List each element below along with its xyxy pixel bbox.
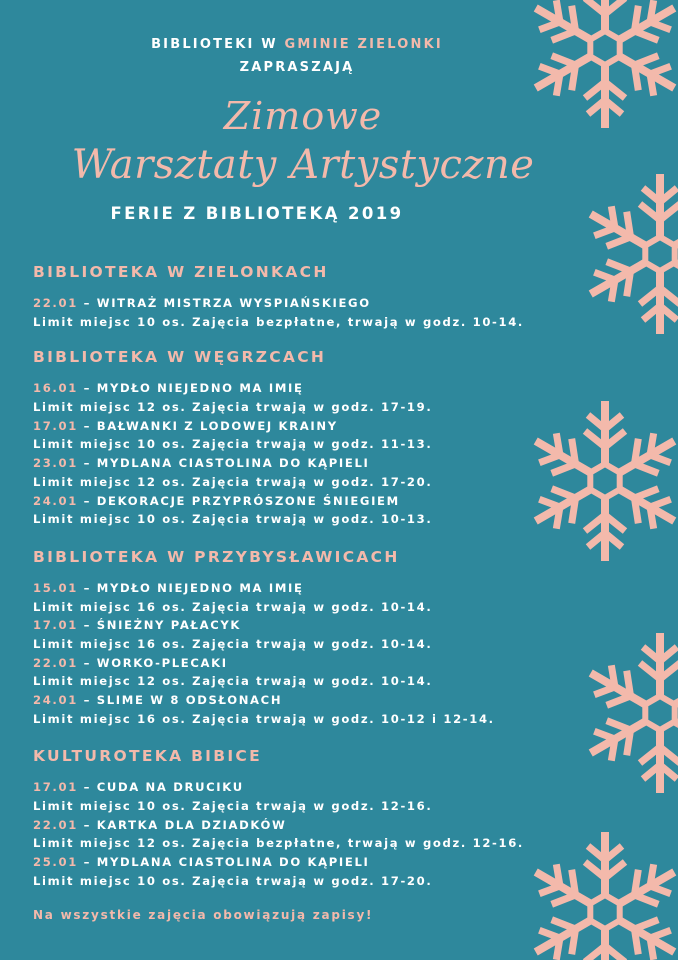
header-line-1	[0, 33, 594, 56]
section-przybyslawice	[33, 547, 593, 729]
page-subtitle: FERIE Z BIBLIOTEKĄ 2019	[110, 204, 404, 223]
event-list	[33, 294, 593, 331]
event-heading	[33, 294, 593, 313]
event-date: 24.01	[33, 693, 78, 707]
event-name: – MYDŁO NIEJEDNO MA IMIĘ	[77, 580, 304, 595]
title-line-2: Warsztaty Artystyczne	[71, 142, 535, 188]
event-name: – ŚNIEŻNY PAŁACYK	[77, 618, 242, 633]
event-heading	[33, 654, 593, 673]
event-details: Limit miejsc 10 os. Zajęcia trwają w godz. 11-13.	[33, 437, 433, 452]
event-date: 17.01	[33, 618, 78, 633]
event-date: 17.01	[33, 418, 78, 433]
event-name: – DEKORACJE PRZYPRÓSZONE ŚNIEGIEM	[77, 493, 400, 508]
event-details: Limit miejsc 16 os. Zajęcia trwają w godz. 10-14.	[33, 636, 433, 651]
event-heading	[33, 853, 593, 872]
event-date: 23.01	[33, 456, 78, 471]
section-title: BIBLIOTEKA W ZIELONKACH	[33, 263, 329, 281]
section-zielonki	[33, 262, 593, 331]
section-title: BIBLIOTEKA W WĘGRZCACH	[33, 348, 327, 367]
event-list	[33, 778, 593, 890]
event-heading	[33, 417, 593, 436]
event-details: Limit miejsc 10 os. Zajęcia trwają w godz. 12-16.	[33, 799, 433, 814]
event-date: 24.01	[33, 493, 78, 508]
event-details: Limit miejsc 10 os. Zajęcia bezpłatne, trwają w godz. 10-14.	[33, 314, 524, 329]
section-title: BIBLIOTEKA W PRZYBYSŁAWICACH	[33, 547, 400, 566]
snowflake-icon	[581, 633, 678, 793]
event-name: – MYDLANA CIASTOLINA DO KĄPIELI	[77, 456, 370, 471]
event-list	[33, 579, 593, 729]
event-heading	[33, 616, 593, 635]
event-heading	[33, 778, 593, 797]
section-bibice	[33, 746, 593, 890]
event-name: – BAŁWANKI Z LODOWEJ KRAINY	[77, 418, 338, 433]
event-heading	[33, 816, 593, 835]
event-date: 25.01	[33, 855, 78, 870]
event-name: – CUDA NA DRUCIKU	[77, 780, 244, 795]
header-line-2: ZAPRASZAJĄ	[239, 60, 355, 75]
event-date: 17.01	[33, 780, 78, 795]
event-name: – MYDŁO NIEJEDNO MA IMIĘ	[77, 381, 304, 396]
event-name: – SLIME W 8 ODSŁONACH	[77, 693, 283, 707]
event-details: Limit miejsc 12 os. Zajęcia trwają w godz. 17-19.	[33, 400, 433, 415]
event-name: – WITRAŻ MISTRZA WYSPIAŃSKIEGO	[77, 296, 371, 310]
event-name: – WORKO-PLECAKI	[77, 655, 228, 670]
event-date: 22.01	[33, 817, 78, 832]
event-details: Limit miejsc 10 os. Zajęcia trwają w godz. 17-20.	[33, 873, 433, 888]
section-title: KULTUROTEKA BIBICE	[33, 747, 262, 766]
event-heading	[33, 454, 593, 473]
event-heading	[33, 691, 593, 710]
event-details: Limit miejsc 10 os. Zajęcia trwają w godz. 10-13.	[33, 512, 433, 527]
snowflake-icon	[581, 174, 678, 334]
event-heading	[33, 379, 593, 398]
schedule	[33, 262, 593, 925]
event-details: Limit miejsc 16 os. Zajęcia trwają w godz. 10-14.	[33, 599, 433, 614]
event-date: 15.01	[33, 580, 78, 595]
section-wegrzce	[33, 347, 593, 529]
event-details: Limit miejsc 16 os. Zajęcia trwają w godz. 10-12 i 12-14.	[33, 711, 495, 726]
event-details: Limit miejsc 12 os. Zajęcia trwają w godz. 17-20.	[33, 474, 433, 489]
event-list	[33, 379, 593, 529]
event-date: 22.01	[33, 296, 78, 310]
header-accent: GMINIE ZIELONKI	[284, 37, 443, 52]
event-date: 16.01	[33, 381, 78, 396]
event-details: Limit miejsc 12 os. Zajęcia bezpłatne, trwają w godz. 12-16.	[33, 836, 524, 851]
event-details: Limit miejsc 12 os. Zajęcia trwają w godz. 10-14.	[33, 674, 433, 689]
event-name: – KARTKA DLA DZIADKÓW	[77, 817, 287, 832]
title-line-1: Zimowe	[223, 94, 383, 138]
header-prefix: BIBLIOTEKI W	[151, 37, 285, 52]
event-heading	[33, 492, 593, 511]
event-heading	[33, 579, 593, 598]
registration-note: Na wszystkie zajęcia obowiązują zapisy!	[33, 907, 374, 922]
event-date: 22.01	[33, 655, 78, 670]
invitation-header	[0, 33, 594, 79]
event-name: – MYDLANA CIASTOLINA DO KĄPIELI	[77, 855, 370, 870]
